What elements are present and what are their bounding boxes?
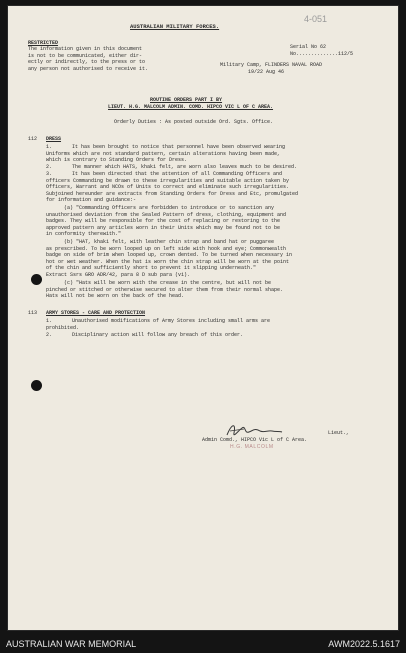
- section-heading: DRESS: [46, 136, 62, 142]
- section-heading: ARMY STORES - CARE AND PROTECTION: [46, 310, 146, 316]
- name-stamp: H.G. MALCOLM: [230, 444, 274, 450]
- footer-bar: [0, 636, 406, 653]
- item-number: 1.: [46, 144, 53, 150]
- signatory-rank: Lieut.,: [328, 430, 350, 436]
- document-page: [8, 6, 398, 630]
- orders-subtitle: LIEUT. H.G. MALCOLM ADMIN. COMD. HIPCO VIC L OF C AREA.: [108, 104, 274, 110]
- extract-a: (a) "Commanding Officers are forbidden to introduce or to sanction any unauthorised deviation from the Sealed Pattern of dress, clothing, equipment and badges. They will be responsible for the cost of replacing or restoring to the approved pattern any articles worn in their Units which may be found not to be in conformity therewith.": [46, 205, 287, 238]
- paragraph: It has been brought to notice that personnel have been observed wearing Uniforms which are not standard pattern, certain alterations having been made, which is contrary to Standing Orders for Dress.: [46, 144, 286, 164]
- restricted-label: RESTRICTED: [28, 40, 59, 46]
- item-number: 1.: [46, 318, 53, 324]
- signatory-title: Admin Comd., HIPCO Vic L of C Area.: [202, 437, 308, 443]
- orders-title: ROUTINE ORDERS PART I BY: [150, 97, 223, 103]
- section-number: 113: [28, 310, 38, 316]
- footer-institution: AUSTRALIAN WAR MEMORIAL: [6, 639, 137, 649]
- item-number: 2.: [46, 164, 53, 170]
- serial-number: Serial No 62: [290, 44, 327, 50]
- paragraph: Unauthorised modifications of Army Stores including small arms are prohibited.: [46, 318, 271, 331]
- extract-b: (b) "HAT, khaki felt, with leather chin strap and band hat or puggaree as prescribed. To be worn looped up on left side with hook and eye; Commonwealth badge on side of brim when looped up, crown dented. To be turned when necessary in hot or wet weather. When the hat is worn the chin strap will be worn at the point of the chin and sufficiently short to prevent it slipping underneath." Extract Ssrs GRO ADR/42, para 8 D sub para (vi).: [46, 239, 293, 278]
- restricted-notice: The information given in this document is not to be communicated, either dir- ectly or indirectly, to the press or to any person not authorised to receive it.: [28, 46, 149, 72]
- paragraph: It has been directed that the attention of all Commanding Officers and officers Commanding be drawn to these irregularities and suitable action taken by Officers, Warrant and NCOs of Units to correct and eliminate such irregularities. Subjoined hereunder are extracts from Standing Orders for Dress and Etc, promulgated for information and guidance:-: [46, 171, 299, 204]
- footer-accession-number: AWM2022.5.1617: [328, 639, 400, 649]
- punch-hole: [31, 380, 42, 391]
- extract-c: (c) "Hats will be worn with the crease in the centre, but will not be pinched or stitched or otherwise secured to alter them from their normal shape. Hats will not be worn on the back of the head.: [46, 280, 284, 300]
- punch-hole: [31, 274, 42, 285]
- item-number: 3.: [46, 171, 53, 177]
- section-number: 112: [28, 136, 38, 142]
- document-title: AUSTRALIAN MILITARY FORCES.: [130, 23, 220, 30]
- camp-name: Military Camp, FLINDERS NAVAL ROAD: [220, 62, 323, 68]
- file-number: No..............112/5: [290, 51, 354, 57]
- pencil-note: 4-051: [304, 14, 328, 24]
- item-number: 2.: [46, 332, 53, 338]
- orderly-duties: Orderly Duties : As posted outside Ord. Sgts. Office.: [114, 119, 274, 125]
- paragraph: The manner which HATS, khaki felt, are worn also leaves much to be desired.: [72, 164, 298, 170]
- order-date: 19/22 Aug 46: [248, 69, 285, 75]
- paragraph: Disciplinary action will follow any breach of this order.: [72, 332, 244, 338]
